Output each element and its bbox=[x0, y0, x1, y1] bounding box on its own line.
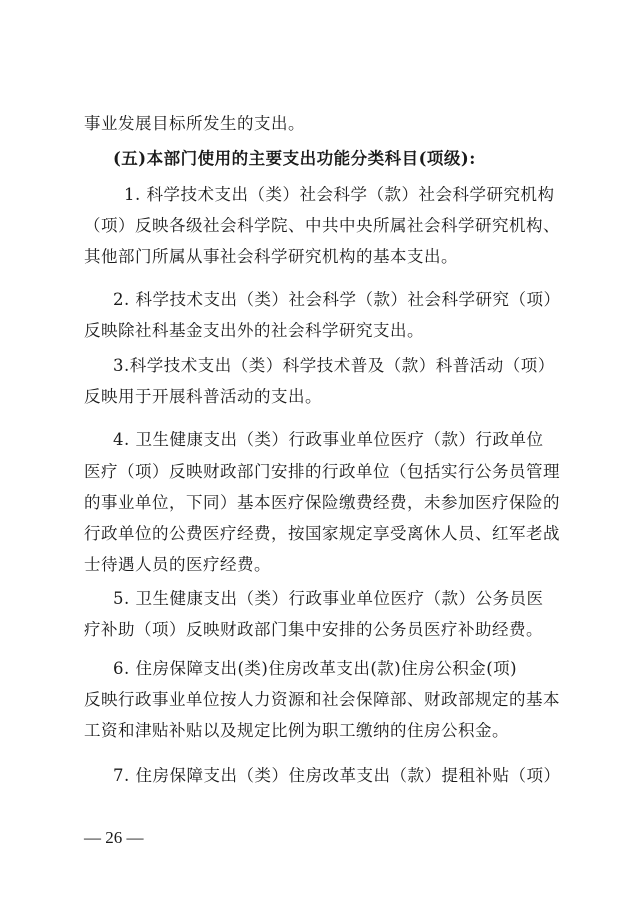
text-line: 7. 住房保障支出（类）住房改革支出（款）提租补贴（项） bbox=[113, 766, 561, 785]
text-line: 4. 卫生健康支出（类）行政事业单位医疗（款）行政单位 bbox=[113, 430, 544, 449]
page-number: — 26 — bbox=[84, 828, 144, 847]
text-line: 2. 科学技术支出（类）社会科学（款）社会科学研究（项） bbox=[113, 290, 561, 309]
text-line: 的事业单位，下同）基本医疗保险缴费经费，未参加医疗保险的 bbox=[84, 493, 560, 512]
text-line: 医疗（项）反映财政部门安排的行政单位（包括实行公务员管理 bbox=[84, 462, 560, 481]
text-line: 6. 住房保障支出(类)住房改革支出(款)住房公积金(项) bbox=[113, 659, 518, 678]
text-line: 反映行政事业单位按人力资源和社会保障部、财政部规定的基本 bbox=[84, 690, 560, 709]
text-line: （项）反映各级社会科学院、中共中央所属社会科学研究机构、 bbox=[84, 216, 560, 235]
text-line: 工资和津贴补贴以及规定比例为职工缴纳的住房公积金。 bbox=[84, 721, 509, 740]
section-heading: (五)本部门使用的主要支出功能分类科目(项级): bbox=[113, 149, 476, 168]
text-line: 事业发展目标所发生的支出。 bbox=[84, 114, 305, 133]
text-line: 5. 卫生健康支出（类）行政事业单位医疗（款）公务员医 bbox=[113, 589, 544, 608]
text-line: 其他部门所属从事社会科学研究机构的基本支出。 bbox=[84, 247, 458, 266]
text-line: 行政单位的公费医疗经费，按国家规定享受离休人员、红军老战 bbox=[84, 524, 560, 543]
text-line: 士待遇人员的医疗经费。 bbox=[84, 555, 271, 574]
text-line: 3.科学技术支出（类）科学技术普及（款）科普活动（项） bbox=[113, 356, 555, 375]
text-line: 疗补助（项）反映财政部门集中安排的公务员医疗补助经费。 bbox=[84, 620, 543, 639]
text-line: 反映用于开展科普活动的支出。 bbox=[84, 387, 322, 406]
text-line: 1. 科学技术支出（类）社会科学（款）社会科学研究机构 bbox=[124, 185, 555, 204]
text-line: 反映除社科基金支出外的社会科学研究支出。 bbox=[84, 321, 424, 340]
